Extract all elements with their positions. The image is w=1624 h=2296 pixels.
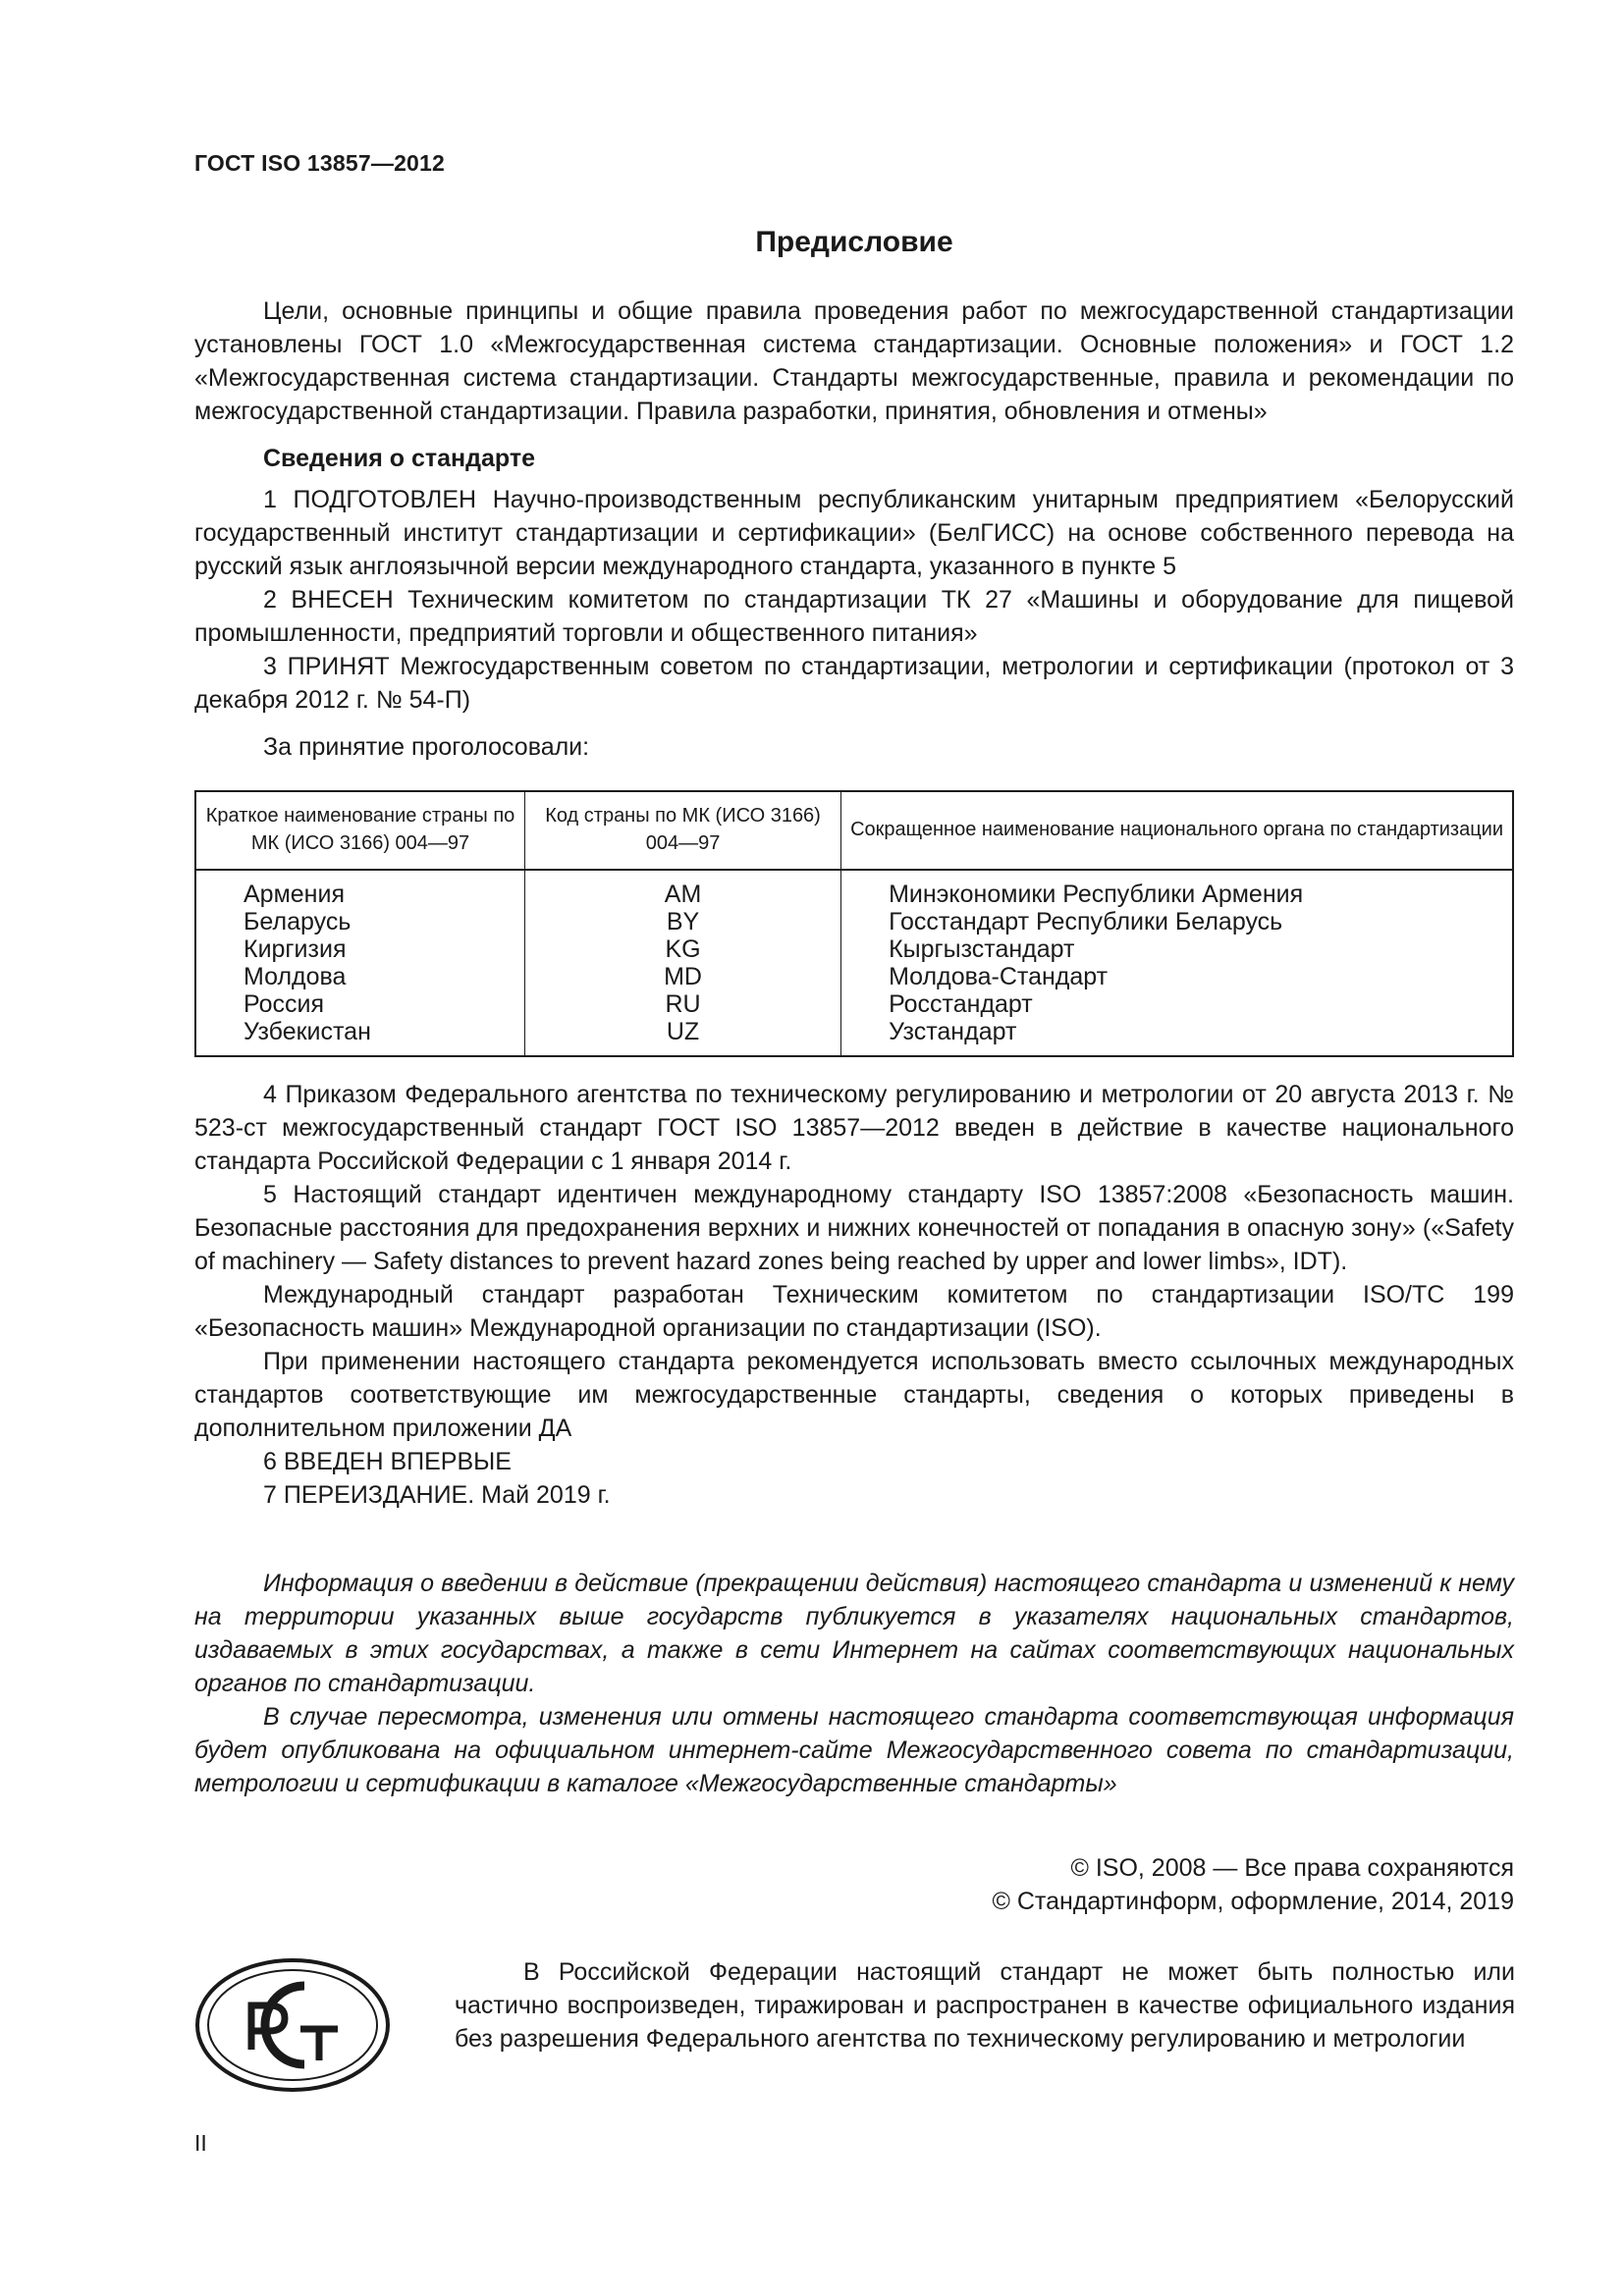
- rst-certification-mark-icon: [194, 1956, 391, 2094]
- country-code: UZ: [525, 1018, 841, 1056]
- standard-info-item-5-part-2: Международный стандарт разработан Техническим комитетом по стандартизации ISO/TC 199 «Безопасность машин» Международной организации по стандартизации (ISO).: [194, 1281, 1514, 1342]
- publication-note-1: Информация о введении в действие (прекращении действия) настоящего стандарта и изменений к нему на территории указанных выше государств публикуется в указателях национальных стандартов, издаваемых в этих государствах, а также в сети Интернет на сайтах соответствующих национальных органов по стандартизации.: [194, 1570, 1514, 1697]
- country-name: Киргизия: [244, 935, 347, 963]
- table-row: [195, 963, 1513, 990]
- rights-notice-text: В Российской Федерации настоящий стандарт не может быть полностью или частично воспроизведен, тиражирован и распространен в качестве официального издания без разрешения Федерального агентства по техническому регулированию и метрологии: [455, 1958, 1515, 2053]
- document-page: [194, 0, 1514, 2296]
- table-row: [195, 935, 1513, 963]
- standard-info-heading: Сведения о стандарте: [263, 445, 536, 472]
- table-row: [195, 990, 1513, 1018]
- voted-label: За принятие проголосовали:: [263, 733, 590, 761]
- standard-info-item-3: 3 ПРИНЯТ Межгосударственным советом по стандартизации, метрологии и сертификации (протокол от 3 декабря 2012 г. № 54-П): [194, 653, 1514, 714]
- national-body: Узстандарт: [841, 1018, 1513, 1056]
- national-body: Минэкономики Республики Армения: [841, 870, 1513, 908]
- standard-info-item-4: 4 Приказом Федерального агентства по техническому регулированию и метрологии от 20 августа 2013 г. № 523-ст межгосударственный стандарт ГОСТ ISO 13857—2012 введен в действие в качестве национального стандарта Российской Федерации с 1 января 2014 г.: [194, 1081, 1514, 1175]
- standard-info-item-1: 1 ПОДГОТОВЛЕН Научно-производственным республиканским унитарным предприятием «Белорусский государственный институт стандартизации и сертификации» (БелГИСС) на основе собственного перевода на русский язык англоязычной версии международного стандарта, указанного в пункте 5: [194, 486, 1514, 580]
- header-country-code: Код страны по МК (ИСО 3166) 004—97: [525, 791, 841, 870]
- copyright-block: [993, 1851, 1514, 1918]
- document-header: ГОСТ ISO 13857—2012: [194, 150, 446, 176]
- country-name: Узбекистан: [244, 1018, 371, 1045]
- standard-info-item-6: 6 ВВЕДЕН ВПЕРВЫЕ: [263, 1448, 512, 1475]
- table-row: [195, 1018, 1513, 1056]
- publication-notes: [194, 1567, 1514, 1800]
- header-country-name: Краткое наименование страны по МК (ИСО 3166) 004—97: [195, 791, 525, 870]
- country-name: Молдова: [244, 963, 347, 990]
- foreword-body: [194, 294, 1514, 764]
- country-code: RU: [525, 990, 841, 1018]
- country-name: Армения: [244, 881, 345, 908]
- standard-info-item-2: 2 ВНЕСЕН Техническим комитетом по стандартизации ТК 27 «Машины и оборудование для пищевой промышленности, предприятий торговли и общественного питания»: [194, 586, 1514, 647]
- national-body: Госстандарт Республики Беларусь: [841, 908, 1513, 935]
- header-national-body: Сокращенное наименование национального органа по стандартизации: [841, 791, 1513, 870]
- copyright-standartinform: © Стандартинформ, оформление, 2014, 2019: [992, 1888, 1514, 1915]
- voting-table-header-row: [195, 791, 1513, 870]
- national-body: Молдова-Стандарт: [841, 963, 1513, 990]
- table-row: [195, 908, 1513, 935]
- standard-info-item-5: 5 Настоящий стандарт идентичен международному стандарту ISO 13857:2008 «Безопасность машин. Безопасные расстояния для предохранения верхних и нижних конечностей от попадания в опасную зону» («Safety of machinery — Safety distances to prevent hazard zones being reached by upper and lower limbs», IDT).: [194, 1181, 1514, 1275]
- page-number: II: [194, 2130, 207, 2156]
- national-body: Кыргызстандарт: [841, 935, 1513, 963]
- publication-note-2: В случае пересмотра, изменения или отмены настоящего стандарта соответствующая информация будет опубликована на официальном интернет-сайте Межгосударственного совета по стандартизации, метрологии и сертификации в каталоге «Межгосударственные стандарты»: [194, 1703, 1514, 1797]
- intro-paragraph: Цели, основные принципы и общие правила проведения работ по межгосударственной стандартизации установлены ГОСТ 1.0 «Межгосударственная система стандартизации. Основные положения» и ГОСТ 1.2 «Межгосударственная система стандартизации. Стандарты межгосударственные, правила и рекомендации по межгосударственной стандартизации. Правила разработки, принятия, обновления и отмены»: [194, 297, 1514, 425]
- country-code: MD: [525, 963, 841, 990]
- standard-info-item-5-part-3: При применении настоящего стандарта рекомендуется использовать вместо ссылочных международных стандартов соответствующие им межгосударственные стандарты, сведения о которых приведены в дополнительном приложении ДА: [194, 1348, 1514, 1442]
- country-code: AM: [525, 870, 841, 908]
- country-name: Россия: [244, 990, 324, 1018]
- standard-info-item-7: 7 ПЕРЕИЗДАНИЕ. Май 2019 г.: [263, 1481, 611, 1509]
- copyright-iso: © ISO, 2008 — Все права сохраняются: [1070, 1854, 1514, 1882]
- voting-table: [194, 790, 1514, 1057]
- rights-notice: [455, 1955, 1515, 2056]
- country-code: BY: [525, 908, 841, 935]
- page-title: Предисловие: [755, 226, 953, 258]
- table-row: [195, 870, 1513, 908]
- country-code: KG: [525, 935, 841, 963]
- national-body: Росстандарт: [841, 990, 1513, 1018]
- foreword-body-continued: [194, 1078, 1514, 1512]
- country-name: Беларусь: [244, 908, 352, 935]
